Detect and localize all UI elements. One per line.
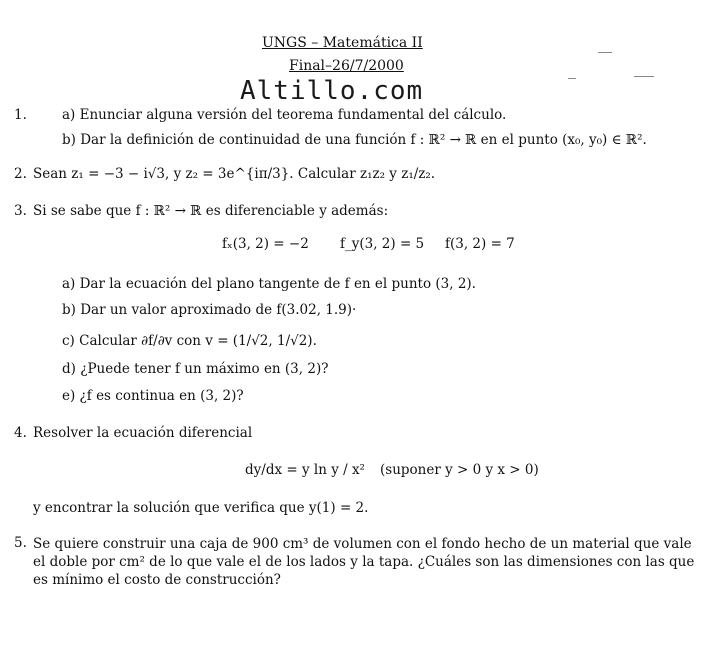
q5-text: Se quiere construir una caja de 900 cm³ de volumen con el fondo hecho de un material que vale el doble por cm² de lo que vale el de los lados y la tapa. ¿Cuáles son las dimensiones con las que es mínimo el costo de construcción? [33,536,695,588]
scan-artifact [598,52,612,53]
q4-condition: (suponer y > 0 y x > 0) [380,462,539,478]
scan-artifact [634,76,654,77]
q3-fy-value: f_y(3, 2) = 5 [340,236,425,252]
q1-part-a: a) Enunciar alguna versión del teorema fundamental del cálculo. [62,107,507,123]
q3-part-c: c) Calcular ∂f/∂v con v = (1/√2, 1/√2). [62,333,317,349]
q3-part-b: b) Dar un valor aproximado de f(3.02, 1.9)· [62,302,357,318]
q4-equation: dy/dx = y ln y / x² [245,462,365,478]
q1-part-b: b) Dar la definición de continuidad de una función f : ℝ² → ℝ en el punto (x₀, y₀) ∈ ℝ². [62,132,647,148]
scan-artifact [568,78,576,79]
q3-part-e: e) ¿f es continua en (3, 2)? [62,388,244,404]
q3-part-a: a) Dar la ecuación del plano tangente de f en el punto (3, 2). [62,276,476,292]
q4-number: 4. [14,425,27,441]
q3-part-d: d) ¿Puede tener f un máximo en (3, 2)? [62,361,329,377]
q5-number: 5. [14,535,27,551]
q3-intro: Si se sabe que f : ℝ² → ℝ es diferenciable y además: [33,203,389,219]
q3-number: 3. [14,203,27,219]
q2-number: 2. [14,166,27,182]
q4-end: y encontrar la solución que verifica que y(1) = 2. [33,500,369,516]
q4-intro: Resolver la ecuación diferencial [33,425,253,441]
q3-f-value: f(3, 2) = 7 [445,236,515,252]
q2-text: Sean z₁ = −3 − i√3, y z₂ = 3e^{iπ/3}. Calcular z₁z₂ y z₁/z₂. [33,166,436,182]
header-title: UNGS – Matemática II [262,35,423,51]
q3-fx-value: fₓ(3, 2) = −2 [222,236,309,252]
header-date: Final–26/7/2000 [289,58,404,74]
q1-number: 1. [14,107,27,123]
watermark-logo: Altillo.com [240,76,424,106]
